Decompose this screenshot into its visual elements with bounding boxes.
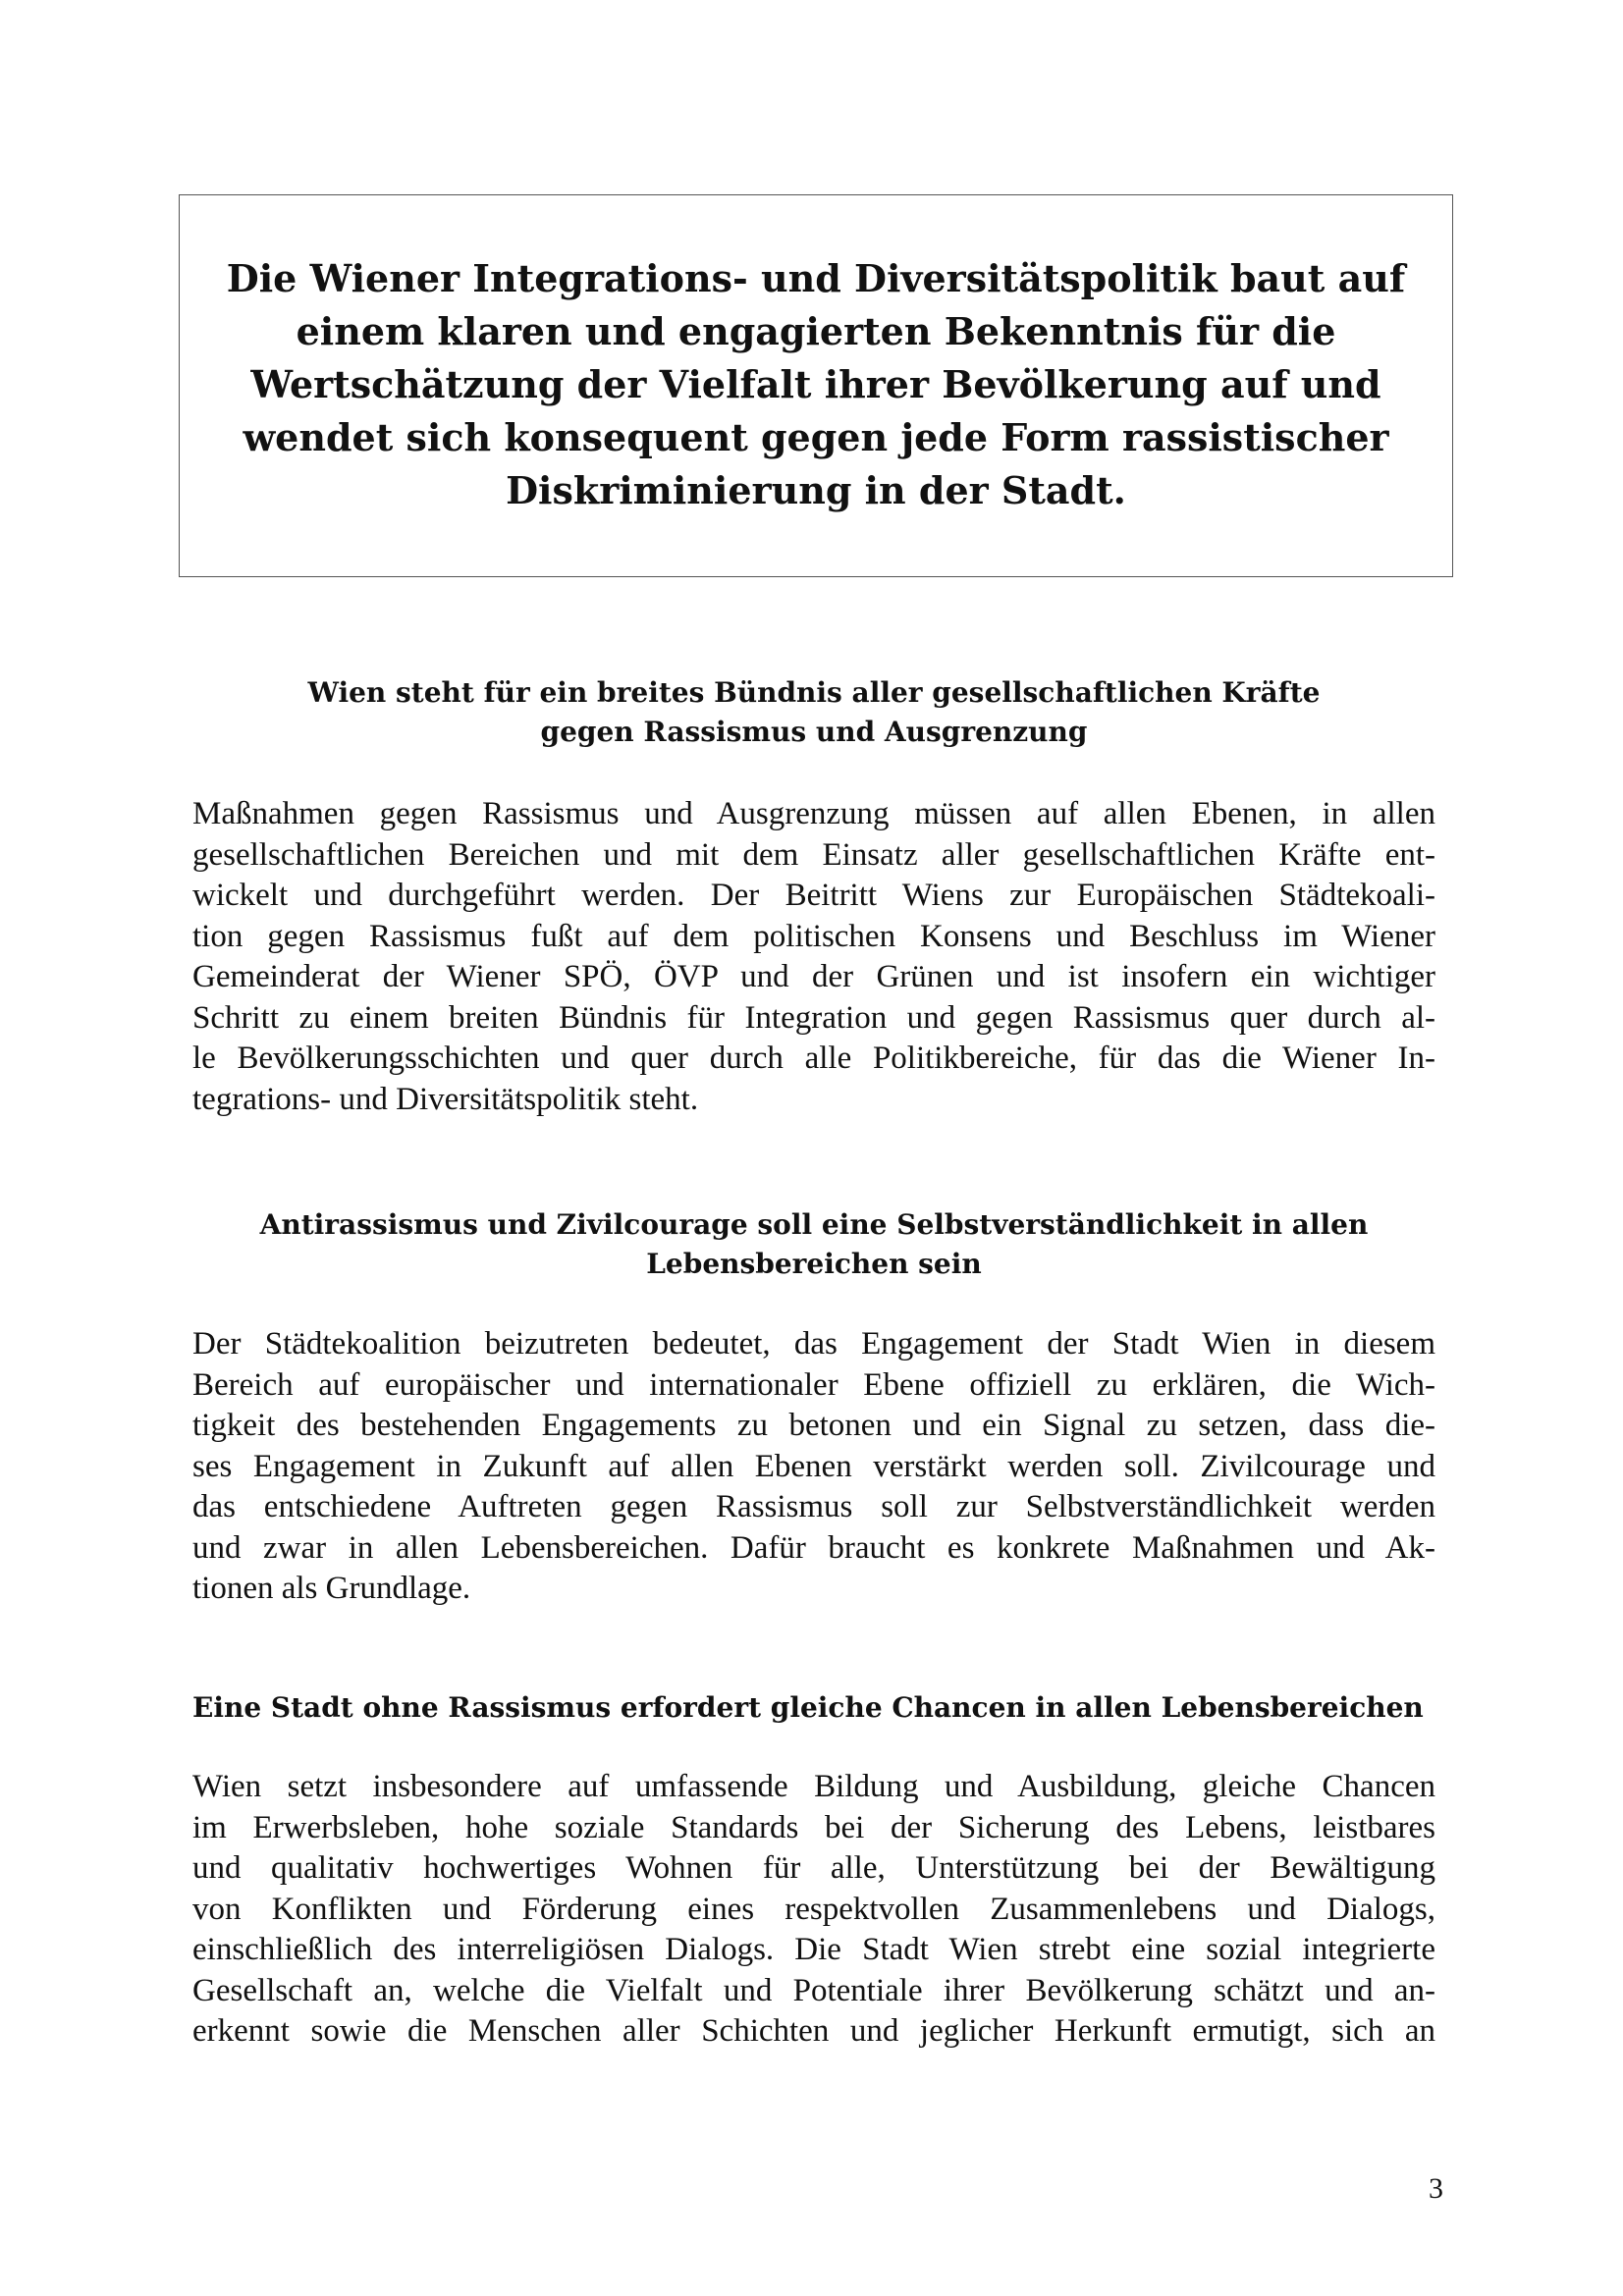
paragraph-line: einschließlich des interreligiösen Dialogs. Die Stadt Wien strebt eine sozial integrierte (192, 1932, 1435, 1967)
highlight-line: Die Wiener Integrations- und Diversitätspolitik baut auf (226, 256, 1406, 300)
highlight-line: Diskriminierung in der Stadt. (506, 468, 1126, 512)
heading-line: gegen Rassismus und Ausgrenzung (540, 716, 1088, 748)
paragraph-line: tion gegen Rassismus fußt auf dem politischen Konsens und Beschluss im Wiener (192, 918, 1435, 954)
paragraph-line: das entschiedene Auftreten gegen Rassismus soll zur Selbstverständlichkeit werden (192, 1489, 1435, 1524)
paragraph-line: Wien setzt insbesondere auf umfassende Bildung und Ausbildung, gleiche Chancen (192, 1769, 1435, 1804)
highlight-line: einem klaren und engagierten Bekenntnis für die (296, 309, 1336, 353)
paragraph-line: Schritt zu einem breiten Bündnis für Integration und gegen Rassismus quer durch al- (192, 999, 1435, 1036)
heading-line: Antirassismus und Zivilcourage soll eine Selbstverständlichkeit in allen (259, 1208, 1369, 1241)
paragraph-line: Gemeinderat der Wiener SPÖ, ÖVP und der Grünen und ist insofern ein wichtiger (192, 959, 1435, 994)
paragraph-line: Der Städtekoalition beizutreten bedeutet, das Engagement der Stadt Wien in diesem (192, 1326, 1435, 1362)
paragraph-line: ses Engagement in Zukunft auf allen Ebenen verstärkt werden soll. Zivilcourage und (192, 1448, 1435, 1484)
section-heading-alliance (192, 673, 1435, 752)
paragraph-line: im Erwerbsleben, hohe soziale Standards bei der Sicherung des Lebens, leistbares (192, 1809, 1435, 1845)
paragraph-line: wickelt und durchgeführt werden. Der Beitritt Wiens zur Europäischen Städtekoali- (192, 878, 1435, 913)
paragraph-line: tionen als Grundlage. (192, 1571, 471, 1606)
section-paragraph-alliance (192, 794, 1435, 1120)
heading-line: Wien steht für ein breites Bündnis aller gesellschaftlichen Kräfte (307, 676, 1321, 709)
section-paragraph-civil-courage (192, 1324, 1435, 1610)
highlight-statement (209, 252, 1423, 517)
paragraph-line: Maßnahmen gegen Rassismus und Ausgrenzung müssen auf allen Ebenen, in allen (192, 796, 1435, 831)
paragraph-line: von Konflikten und Förderung eines respektvollen Zusammenlebens und Dialogs, (192, 1891, 1435, 1927)
paragraph-line: und zwar in allen Lebensbereichen. Dafür braucht es konkrete Maßnahmen und Ak- (192, 1529, 1435, 1566)
paragraph-line: tegrations- und Diversitätspolitik steht. (192, 1081, 699, 1117)
highlight-box (179, 194, 1453, 577)
paragraph-line: gesellschaftlichen Bereichen und mit dem Einsatz aller gesellschaftlichen Kräfte ent- (192, 836, 1435, 873)
paragraph-line: erkennt sowie die Menschen aller Schichten und jeglicher Herkunft ermutigt, sich an (192, 2013, 1435, 2049)
heading-line: Lebensbereichen sein (646, 1248, 982, 1280)
paragraph-line: Bereich auf europäischer und internationaler Ebene offiziell zu erklären, die Wich- (192, 1366, 1435, 1403)
heading-line: Eine Stadt ohne Rassismus erfordert gleiche Chancen in allen Lebensbereichen (192, 1691, 1424, 1724)
section-heading-civil-courage (192, 1205, 1435, 1284)
highlight-line: Wertschätzung der Vielfalt ihrer Bevölkerung auf und (250, 362, 1381, 406)
paragraph-line: tigkeit des bestehenden Engagements zu betonen und ein Signal zu setzen, dass die- (192, 1408, 1435, 1443)
paragraph-line: Gesellschaft an, welche die Vielfalt und Potentiale ihrer Bevölkerung schätzt und an- (192, 1972, 1435, 2008)
highlight-line: wendet sich konsequent gegen jede Form rassistischer (243, 415, 1389, 459)
section-heading-equal-chances (192, 1688, 1435, 1728)
page-number: 3 (1429, 2172, 1443, 2205)
section-paragraph-equal-chances (192, 1767, 1435, 2053)
paragraph-line: le Bevölkerungsschichten und quer durch alle Politikbereiche, für das die Wiener In- (192, 1041, 1435, 1076)
paragraph-line: und qualitativ hochwertiges Wohnen für alle, Unterstützung bei der Bewältigung (192, 1850, 1435, 1886)
